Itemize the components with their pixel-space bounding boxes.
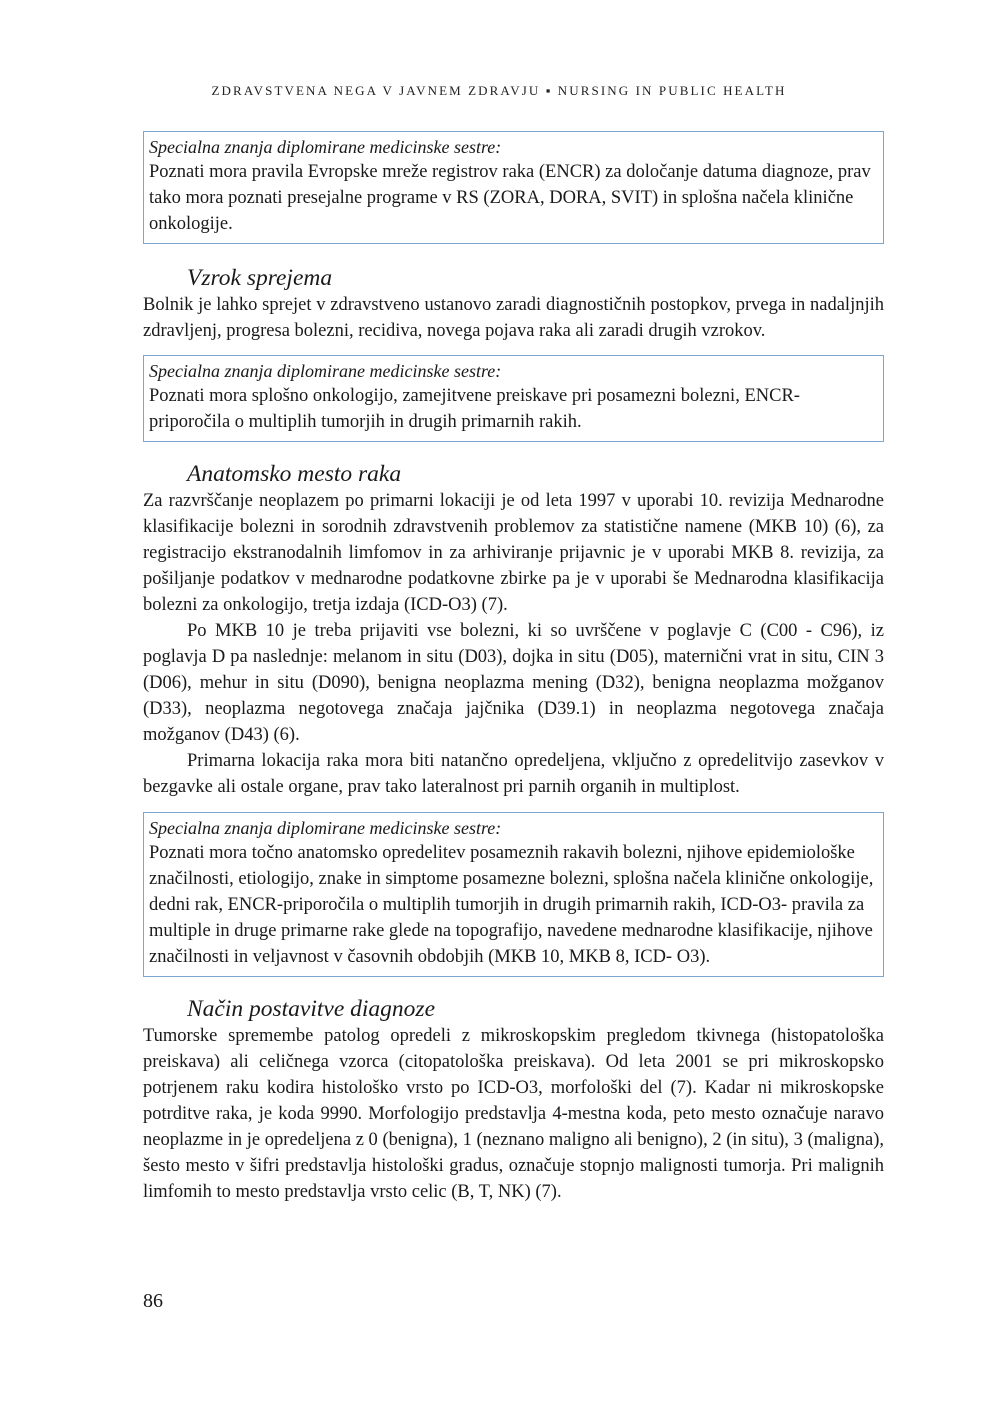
- box-text: Poznati mora točno anatomsko opredelitev posameznih rakavih bolezni, njihove epidemiološke značilnosti, etiologijo, znake in simptome posamezne bolezni, splošna načela klinične onkologije, dedni rak, ENCR-priporočila o multiplih tumorjih in drugih primarnih rakih, ICD-O3- pravila za multiple in druge primarne rake glede na topografijo, navedene mednarodne klasifikacije, njihove značilnosti in veljavnost v časovnih obdobjih (MKB 10, MKB 8, ICD- O3).: [149, 843, 874, 967]
- body-paragraph: Tumorske spremembe patolog opredeli z mikroskopskim pregledom tkivnega (histopatološka preiskava) ali celičnega vzorca (citopatološka preiskava). Od leta 2001 se pri mikroskopsko potrjenem raku kodira histološko vrsto po ICD-O3, morfološki del (7). Kadar ni mikroskopske potrditve raka, je koda 9990. Morfologijo predstavlja 4-mestna koda, peto mesto označuje naravo neoplazme in je opredeljena z 0 (benigna), 1 (neznano maligno ali benigno), 2 (in situ), 3 (maligna), šesto mesto v šifri predstavlja histološki gradus, označuje stopnjo malignosti tumorja. Pri malignih limfomih to mesto predstavlja vrsto celic (B, T, NK) (7).: [143, 1026, 884, 1202]
- box-text: Poznati mora pravila Evropske mreže registrov raka (ENCR) za določanje datuma diagnoze, prav tako mora poznati presejalne programe v RS (ZORA, DORA, SVIT) in splošna načela klinične onkologije.: [149, 162, 871, 234]
- box-title: Specialna znanja diplomirane medicinske sestre:: [149, 137, 502, 157]
- box-title: Specialna znanja diplomirane medicinske sestre:: [149, 818, 502, 838]
- section-heading: Način postavitve diagnoze: [187, 996, 436, 1022]
- body-paragraph: Po MKB 10 je treba prijaviti vse bolezni, ki so uvrščene v poglavje C (C00 - C96), iz poglavja D pa naslednje: melanom in situ (D03), dojka in situ (D05), maternični vrat in situ, CIN 3 (D06), mehur in situ (D090), benigna neoplazma mening (D32), benigna neoplazma možganov (D33), neoplazma negotovega značaja jajčnika (D39.1) in neoplazma negotovega značaja možganov (D43) (6).: [143, 621, 884, 745]
- box-title: Specialna znanja diplomirane medicinske sestre:: [149, 361, 502, 381]
- special-knowledge-box: [143, 355, 884, 442]
- section-heading: Anatomsko mesto raka: [187, 461, 402, 487]
- special-knowledge-box: [143, 131, 884, 244]
- box-text: Poznati mora splošno onkologijo, zamejitvene preiskave pri posamezni bolezni, ENCR-priporočila o multiplih tumorjih in drugih primarnih rakih.: [149, 386, 800, 432]
- body-paragraph: Bolnik je lahko sprejet v zdravstveno ustanovo zaradi diagnostičnih postopkov, prvega in nadaljnjih zdravljenj, progresa bolezni, recidiva, novega pojava raka ali zaradi drugih vzrokov.: [143, 295, 884, 341]
- page-content: [143, 130, 884, 1205]
- special-knowledge-box: [143, 812, 884, 977]
- body-paragraph: Za razvrščanje neoplazem po primarni lokaciji je od leta 1997 v uporabi 10. revizija Mednarodne klasifikacije bolezni in sorodnih zdravstvenih problemov za statistične namene (MKB 10) (6), za registracijo ekstranodalnih limfomov in za arhiviranje prijavnic je v uporabi MKB 8. revizija, za pošiljanje podatkov v mednarodne podatkovne zbirke pa je v uporabi še Mednarodna klasifikacija bolezni za onkologijo, tretja izdaja (ICD-O3) (7).: [143, 491, 884, 615]
- page-number: 86: [143, 1290, 163, 1312]
- section-heading: Vzrok sprejema: [187, 265, 333, 291]
- running-header: ZDRAVSTVENA NEGA V JAVNEM ZDRAVJU ▪ NURSING IN PUBLIC HEALTH: [211, 83, 787, 98]
- body-paragraph: Primarna lokacija raka mora biti natančno opredeljena, vključno z opredelitvijo zasevkov v bezgavke ali ostale organe, prav tako lateralnost pri parnih organih in multiplost.: [143, 751, 884, 797]
